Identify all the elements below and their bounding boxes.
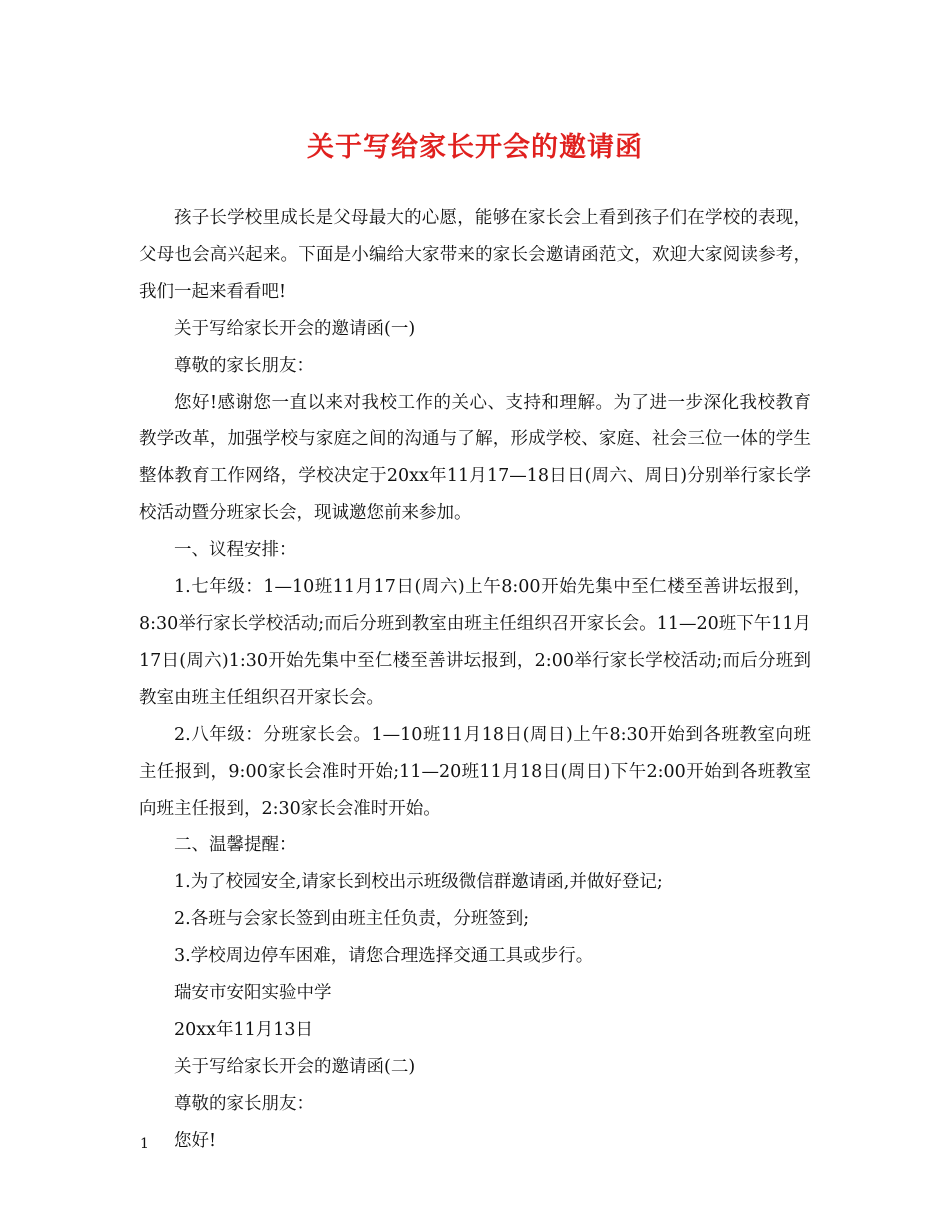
reminder-item-2: 2.各班与会家长签到由班主任负责，分班签到;	[174, 909, 530, 930]
page-number: 1	[140, 1136, 149, 1152]
letter1-salutation: 尊敬的家长朋友：	[174, 355, 314, 376]
signature-school: 瑞安市安阳实验中学	[174, 983, 332, 1004]
reminder-item-3: 3.学校周边停车困难，请您合理选择交通工具或步行。	[174, 946, 594, 967]
document-body	[139, 200, 811, 1160]
intro-paragraph: 孩子长学校里成长是父母最大的心愿，能够在家长会上看到孩子们在学校的表现，父母也会高兴起来。下面是小编给大家带来的家长会邀请函范文，欢迎大家阅读参考，我们一起来看看吧!	[139, 208, 811, 302]
agenda-section-heading: 一、议程安排：	[174, 540, 297, 561]
reminder-item-1: 1.为了校园安全,请家长到校出示班级微信群邀请函,并做好登记;	[174, 872, 663, 893]
letter1-heading: 关于写给家长开会的邀请函(一)	[174, 318, 416, 339]
reminder-section-heading: 二、温馨提醒：	[174, 835, 297, 856]
agenda-item-grade8: 2.八年级：分班家长会。1—10班11月18日(周日)上午8:30开始到各班教室向班主任报到，9:00家长会准时开始;11—20班11月18日(周日)下午2:00开始到各班教室向班主任报到，2:30家长会准时开始。	[139, 724, 811, 819]
signature-date: 20xx年11月13日	[174, 1019, 314, 1040]
agenda-item-grade7: 1.七年级：1—10班11月17日(周六)上午8:00开始先集中至仁楼至善讲坛报到，8:30举行家长学校活动;而后分班到教室由班主任组织召开家长会。11—20班下午11月17日(周六)1:30开始先集中至仁楼至善讲坛报到，2:00举行家长学校活动;而后分班到教室由班主任组织召开家长会。	[139, 577, 811, 708]
letter2-heading: 关于写给家长开会的邀请函(二)	[174, 1056, 416, 1077]
letter1-body-paragraph: 您好!感谢您一直以来对我校工作的关心、支持和理解。为了进一步深化我校教育教学改革，加强学校与家庭之间的沟通与了解，形成学校、家庭、社会三位一体的学生整体教育工作网络，学校决定于20xx年11月17—18日日(周六、周日)分别举行家长学校活动暨分班家长会，现诚邀您前来参加。	[139, 392, 811, 524]
letter2-salutation: 尊敬的家长朋友：	[174, 1093, 314, 1114]
letter2-greeting: 您好!	[174, 1130, 217, 1151]
document-title: 关于写给家长开会的邀请函	[307, 132, 643, 163]
